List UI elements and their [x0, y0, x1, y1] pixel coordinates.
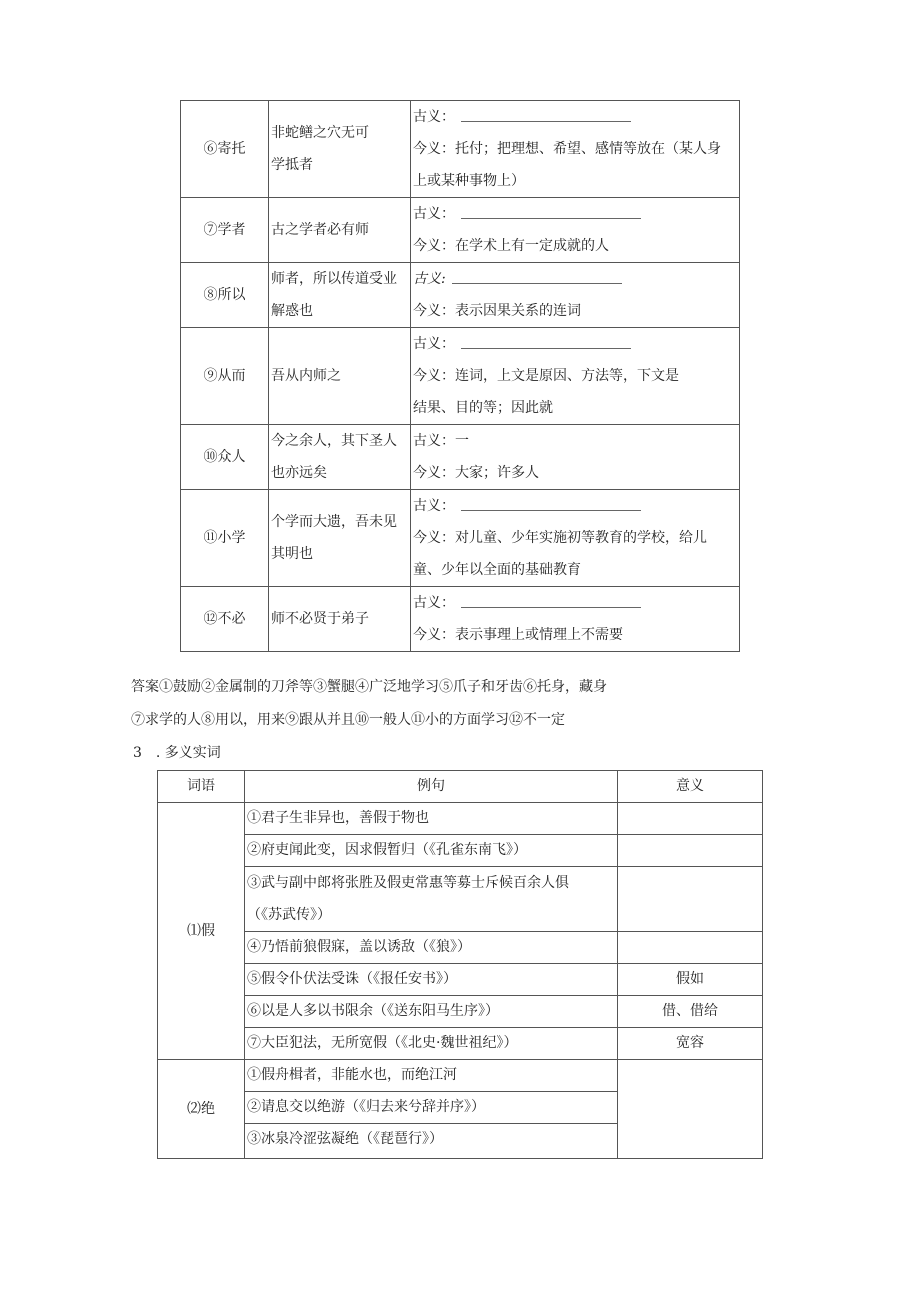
- table-row: [158, 964, 763, 996]
- example-line: 今之余人，其下圣人: [271, 433, 397, 449]
- example-cell: [269, 263, 411, 328]
- group-word: ⑵绝: [158, 1060, 245, 1159]
- answer-blank: [461, 340, 631, 349]
- gu-line: [413, 101, 739, 133]
- jin-line: 童、少年以全面的基础教育: [413, 562, 581, 578]
- example-cell: [269, 198, 411, 263]
- header-meaning: 意义: [618, 771, 763, 803]
- table-row: [181, 263, 740, 328]
- gu-line: 古义：一: [413, 433, 469, 449]
- example-cell: [269, 101, 411, 198]
- example-line: 师者，所以传道受业: [271, 271, 397, 287]
- table-row: [181, 490, 740, 587]
- meaning-cell: [411, 587, 740, 652]
- gu-line: [413, 263, 739, 295]
- answer-blank: [461, 599, 641, 608]
- example-line: 也亦远矣: [271, 465, 327, 481]
- table-row: [158, 803, 763, 835]
- table-row: [181, 198, 740, 263]
- meaning-cell: [618, 1060, 763, 1159]
- header-word: 词语: [158, 771, 245, 803]
- table-row: [158, 835, 763, 867]
- example-cell: ⑥以是人多以书限余（《送东阳马生序》）: [245, 996, 618, 1028]
- example-cell: ②请息交以绝游（《归去来兮辞并序》）: [245, 1092, 618, 1124]
- meaning-cell: [411, 198, 740, 263]
- answer-line-1: 答案①鼓励②金属制的刀斧等③蟹腿④广泛地学习⑤爪子和牙齿⑥托身，藏身: [131, 679, 607, 695]
- meaning-cell: [411, 328, 740, 425]
- gu-line: [413, 198, 739, 230]
- meaning-cell: 借、借给: [618, 996, 763, 1028]
- example-cell: ①君子生非异也，善假于物也: [245, 803, 618, 835]
- table-row: [181, 101, 740, 198]
- example-cell: [269, 425, 411, 490]
- table-row: [158, 1028, 763, 1060]
- example-line: 个学而大遗，吾未见: [271, 514, 397, 530]
- gu-line: [413, 587, 739, 619]
- word-cell: ⑪小学: [181, 490, 269, 587]
- meaning-cell: 假如: [618, 964, 763, 996]
- jin-line: 结果、目的等；因此就: [413, 400, 553, 416]
- example-cell: ④乃悟前狼假寐，盖以诱敌（《狼》）: [245, 932, 618, 964]
- polysemy-table: [157, 770, 763, 1159]
- meaning-cell: [411, 490, 740, 587]
- gu-label: 古义：: [413, 109, 455, 125]
- word-cell: ⑥寄托: [181, 101, 269, 198]
- example-line: 非蛇鳝之穴无可: [271, 125, 369, 141]
- answer-blank: [461, 502, 641, 511]
- header-example: 例句: [245, 771, 618, 803]
- word-cell: ⑧所以: [181, 263, 269, 328]
- example-cell: [269, 328, 411, 425]
- table-row: [181, 328, 740, 425]
- example-line: ③武与副中郎将张胜及假吏常惠等募士斥候百余人俱: [247, 875, 569, 891]
- table-row: [181, 587, 740, 652]
- jin-line: 今义：大家；许多人: [413, 465, 539, 481]
- gu-label: 古义：: [413, 206, 455, 222]
- word-cell: ⑩众人: [181, 425, 269, 490]
- answer-line-2: ⑦求学的人⑧用以，用来⑨跟从并且⑩一般人⑪小的方面学习⑫不一定: [131, 712, 565, 728]
- jin-line: 今义：表示因果关系的连词: [413, 303, 581, 319]
- example-line: 古之学者必有师: [271, 222, 369, 238]
- example-cell: ③冰泉冷涩弦凝绝（《琵琶行》）: [245, 1124, 618, 1159]
- meaning-cell: [618, 932, 763, 964]
- example-cell: [245, 867, 618, 932]
- meaning-cell: [618, 867, 763, 932]
- word-cell: ⑫不必: [181, 587, 269, 652]
- example-line: 解惑也: [271, 303, 313, 319]
- gu-label: 古义：: [413, 498, 455, 514]
- example-cell: ⑦大臣犯法，无所宽假（《北史·魏世祖纪》）: [245, 1028, 618, 1060]
- jin-line: 今义：对儿童、少年实施初等教育的学校，给儿: [413, 530, 707, 546]
- word-cell: ⑦学者: [181, 198, 269, 263]
- answer-blank: [452, 275, 622, 284]
- table-row: [158, 996, 763, 1028]
- example-cell: [269, 587, 411, 652]
- meaning-cell: [411, 101, 740, 198]
- gu-label: 古义：: [413, 336, 455, 352]
- meaning-cell: [618, 803, 763, 835]
- meaning-cell: [618, 835, 763, 867]
- example-cell: ②府吏闻此变，因求假暂归（《孔雀东南飞》）: [245, 835, 618, 867]
- example-cell: [269, 490, 411, 587]
- jin-line: 上或某种事物上）: [413, 173, 525, 189]
- meaning-cell: [411, 263, 740, 328]
- jin-line: 今义：连词，上文是原因、方法等，下文是: [413, 368, 679, 384]
- example-cell: ①假舟楫者，非能水也，而绝江河: [245, 1060, 618, 1092]
- example-line: 其明也: [271, 546, 313, 562]
- gu-label: 古义:: [413, 271, 446, 287]
- meaning-cell: 宽容: [618, 1028, 763, 1060]
- group-word: ⑴假: [158, 803, 245, 1060]
- header-row: [158, 771, 763, 803]
- example-line: （《苏武传》）: [247, 907, 331, 923]
- table-row: [158, 932, 763, 964]
- table-row: [158, 1060, 763, 1092]
- word-cell: ⑨从而: [181, 328, 269, 425]
- example-line: 师不必贤于弟子: [271, 611, 369, 627]
- table-row: [181, 425, 740, 490]
- jin-line: 今义：在学术上有一定成就的人: [413, 238, 609, 254]
- gu-label: 古义：: [413, 595, 455, 611]
- gu-line: [413, 490, 739, 522]
- answer-blank: [461, 210, 641, 219]
- jin-line: 今义：托付；把理想、希望、感情等放在（某人身: [413, 141, 721, 157]
- example-line: 学抵者: [271, 157, 313, 173]
- section-title: 3 . 多义实词: [133, 745, 221, 761]
- meaning-cell: [411, 425, 740, 490]
- gu-line: [413, 328, 739, 360]
- jin-line: 今义：表示事理上或情理上不需要: [413, 627, 623, 643]
- gujin-vocab-table: [180, 100, 740, 652]
- example-cell: ⑤假令仆伏法受诛（《报任安书》）: [245, 964, 618, 996]
- table-row: [158, 867, 763, 932]
- example-line: 吾从内师之: [271, 368, 341, 384]
- answer-blank: [461, 113, 631, 122]
